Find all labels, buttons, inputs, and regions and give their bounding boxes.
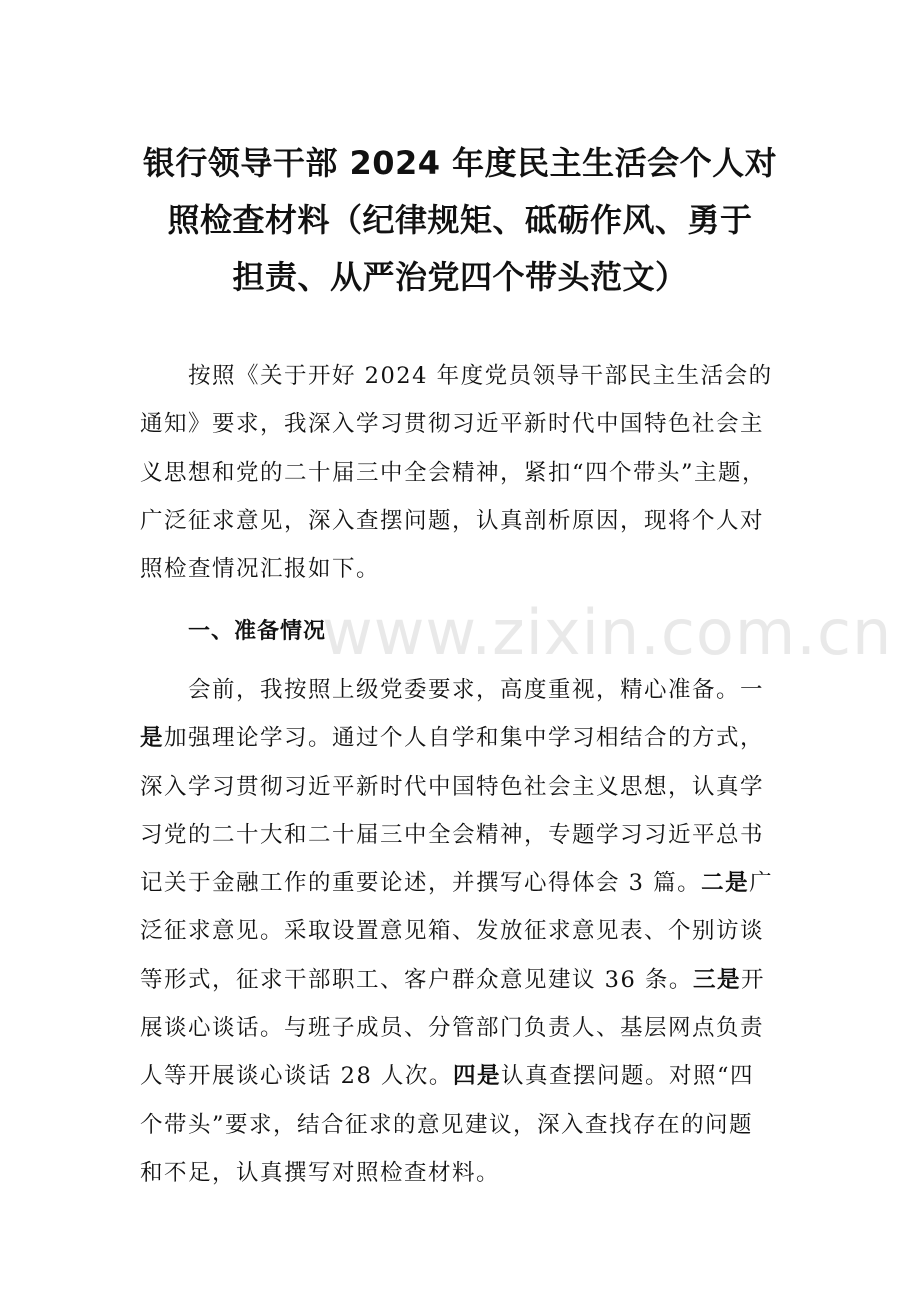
emphasis-text: 二是 bbox=[701, 870, 750, 897]
line-text: 记关于金融工作的重要论述，并撰写心得体会 3 篇。 bbox=[140, 870, 702, 897]
intro-line: 按照《关于开好 2024 年度党员领导干部民主生活会的 bbox=[188, 363, 773, 389]
paragraph-line: 习党的二十大和二十届三中全会精神，专题学习习近平总书 bbox=[140, 821, 765, 848]
intro-line: 通知》要求，我深入学习贯彻习近平新时代中国特色社会主 bbox=[140, 411, 765, 438]
paragraph-line: 会前，我按照上级党委要求，高度重视，精心准备。一 bbox=[188, 677, 765, 703]
document-title bbox=[140, 135, 780, 306]
line-text: 广 bbox=[749, 870, 774, 897]
intro-line: 义思想和党的二十届三中全会精神，紧扣“四个带头”主题， bbox=[140, 459, 767, 486]
line-text: 人等开展谈心谈话 28 人次。 bbox=[140, 1063, 453, 1090]
paragraph-line bbox=[140, 714, 788, 762]
paragraph-line bbox=[140, 859, 788, 907]
line-text: 开 bbox=[740, 966, 765, 993]
paragraph-line: 展谈心谈话。与班子成员、分管部门负责人、基层网点负责 bbox=[140, 1015, 765, 1042]
watermark-text: www.zixin.com.cn bbox=[322, 596, 893, 669]
intro-line: 照检查情况汇报如下。 bbox=[140, 556, 381, 583]
line-text: 认真查摆问题。对照“四 bbox=[500, 1063, 754, 1090]
emphasis-text: 四是 bbox=[452, 1063, 501, 1090]
section-heading-preparation: 一、准备情况 bbox=[188, 619, 327, 644]
paragraph-line: 泛征求意见。采取设置意见箱、发放征求意见表、个别访谈 bbox=[140, 918, 765, 945]
preparation-paragraph bbox=[140, 666, 788, 1197]
title-line: 担责、从严治党四个带头范文） bbox=[232, 258, 688, 296]
title-line: 银行领导干部 2024 年度民主生活会个人对 bbox=[142, 144, 778, 182]
intro-line: 广泛征求意见，深入查摆问题，认真剖析原因，现将个人对 bbox=[140, 507, 765, 534]
intro-paragraph bbox=[140, 352, 788, 593]
line-text: 加强理论学习。通过个人自学和集中学习相结合的方式， bbox=[164, 725, 765, 752]
paragraph-line: 深入学习贯彻习近平新时代中国特色社会主义思想，认真学 bbox=[140, 773, 765, 800]
paragraph-line: 和不足，认真撰写对照检查材料。 bbox=[140, 1159, 501, 1186]
paragraph-line bbox=[140, 1052, 788, 1100]
emphasis-text: 是 bbox=[140, 725, 165, 752]
line-text: 等形式，征求干部职工、客户群众意见建议 36 条。 bbox=[140, 966, 693, 993]
emphasis-text: 三是 bbox=[692, 966, 741, 993]
title-line: 照检查材料（纪律规矩、砥砺作风、勇于 bbox=[167, 201, 753, 239]
paragraph-line bbox=[140, 956, 788, 1004]
paragraph-line: 个带头”要求，结合征求的意见建议，深入查找存在的问题 bbox=[140, 1111, 754, 1138]
